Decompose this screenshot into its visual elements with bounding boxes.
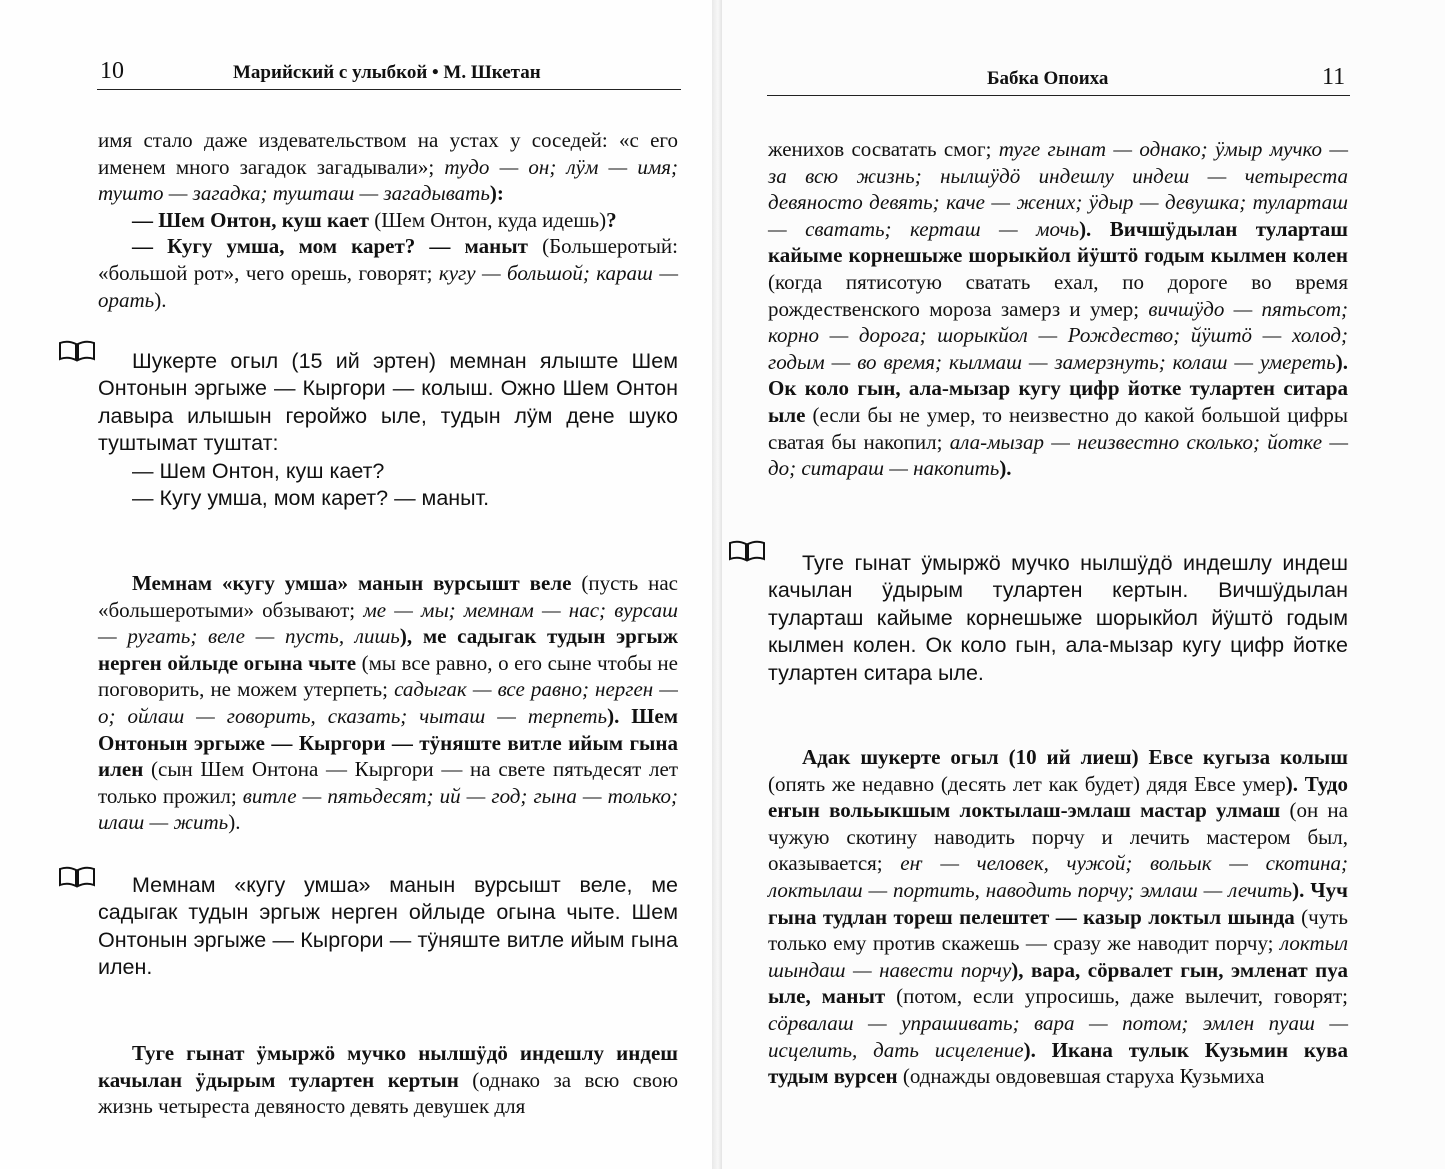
text-run: (мы все равно, о его сыне чтобы не поговорить, не можем утерпеть; [98, 650, 678, 702]
bold-phrase: ). Икана тулык Кузьмин кува тудым вурсен [768, 1037, 1349, 1089]
paragraph [98, 570, 678, 836]
bold-phrase: ). Шем Онтонын эргыже — Кыргори — тӱняште витле ийым гына илен [98, 703, 678, 782]
text-run: женихов сосватать смог; [768, 137, 999, 161]
running-title: Марийский с улыбкой • М. Шкетан [233, 62, 541, 83]
sample-line: — Шем Онтон, куш кает? [132, 458, 385, 483]
gloss: витле — пятьдесят; ий — год; гына — только; илаш — жить [98, 783, 679, 835]
text-run: (когда пятисотую сватать ехал, по дороге во время рождественского мороза замерз и умер; [768, 269, 1348, 321]
sample-paragraph: Мемнам «кугу умша» манын вурсышт веле, ме садыгак тудын эргыж нерген ойлыде огына чыте. Шем Онтонын эргыже — Кыргори — тӱняште витле ийым гына илен. [98, 873, 678, 980]
text-block-1 [768, 136, 1348, 482]
text-run: (потом, если упросишь, даже вылечит, говорят; [885, 984, 1348, 1009]
sample-block-2 [98, 872, 678, 982]
bold-phrase: ? [606, 207, 617, 232]
sample-paragraph: Шукерте огыл (15 ий эртен) мемнан ялыште Шем Онтонын эргыже — Кыргори — колыш. Ожно Шем Онтон лавыра илышын геройжо ыле, тудын лӱм дене шуко туштымат туштат: [98, 349, 678, 456]
bold-phrase: Туге гынат ӱмыржӧ мучко нылшӱдӧ индешлу индеш качылан ӱдырым тулартен кертын [98, 1041, 678, 1092]
sample-line: — Кугу умша, мом карет? — маныт. [132, 486, 490, 511]
gloss: садыгак — все равно; нерген — о; ойлаш — говорить, сказать; чыташ — терпеть [98, 677, 678, 728]
bold-phrase: — Кугу умша, мом карет? — маныт [132, 234, 528, 259]
book-icon [728, 540, 766, 562]
text-block-1 [98, 127, 678, 313]
bold-phrase: ). Чуч гына тудлан тореш пелештет — казыр локтыл шында [768, 877, 1348, 929]
bold-phrase: — Шем Онтон, куш кает [132, 207, 369, 232]
text-run: (если бы не умер, то неизвестно до какой большой цифры сватая бы накопил; [768, 402, 1348, 454]
text-run: (пусть нас «большеротыми» обзывают; [98, 571, 678, 622]
page-number: 11 [1322, 64, 1346, 90]
bold-phrase: Мемнам «кугу умша» манын вурсышт веле [132, 571, 572, 595]
running-title: Бабка Опоиха [987, 68, 1109, 89]
text-run: (сын Шем Онтона — Кыргори — на свете пятьдесят лет только прожил; [98, 757, 678, 808]
text-run: (Шем Онтон, куда идешь) [368, 207, 607, 232]
paragraph [768, 136, 1348, 482]
gloss: ме — мы; мемнам — нас; вурсаш — ругать; веле — пусть, лишь [98, 597, 678, 649]
book-icon [58, 340, 96, 362]
left-header [97, 58, 681, 88]
bold-phrase: ). [999, 456, 1012, 481]
left-page [0, 0, 712, 1169]
header-rule [767, 95, 1350, 96]
text-run: (однако за всю свою жизнь четыреста девяносто девять девушек для [98, 1067, 679, 1119]
text-run: ). [154, 287, 167, 312]
right-header [767, 64, 1350, 94]
text-run: ). [228, 810, 241, 835]
header-rule [97, 89, 681, 90]
paragraph [98, 233, 678, 313]
page-number: 10 [100, 58, 124, 84]
bold-phrase: ), ме садыгак тудын эргыж нерген ойлыде огына чыте [98, 624, 679, 675]
paragraph [768, 744, 1348, 1090]
gloss: туге гынат — однако; ӱмыр мучко — за всю жизнь; нылшӱдӧ индешлу индеш — четыреста девяносто девять; каче — жених; ӱдыр — девушка; туларташ — сватать; керташ — мочь [768, 137, 1349, 241]
gloss: еҥ — человек, чужой; вольык — скотина; локтылаш — портить, наводить порчу; эмлаш — лечить [768, 851, 1348, 902]
paragraph [98, 207, 678, 234]
bold-phrase: ), вара, сӧрвалет гын, эмленат пуа ыле, маныт [768, 957, 1348, 1009]
paragraph [98, 1040, 678, 1120]
gloss: кугу — большой; караш — орать [98, 260, 678, 312]
text-run: (чуть только ему против скажешь — сразу же наводит порчу; [768, 904, 1348, 956]
gloss: вичшӱдо — пятьсот; корно — дорога; шорыкйол — Рождество; йӱштӧ — холод; годым — во время; кылмаш — замерзнуть; колаш — умереть [768, 296, 1348, 374]
text-run: имя стало даже издевательством на устах у соседей: «с его именем много загадок загадывали»; [98, 128, 678, 179]
text-block-3 [98, 1040, 678, 1120]
text-run: (он на чужую скотину наводить порчу и лечить мастером был, оказывается; [768, 798, 1348, 876]
text-block-2 [98, 570, 678, 836]
book-icon [58, 866, 96, 888]
text-run: (Большеротый: «большой рот», чего орешь, говорят; [98, 234, 679, 285]
gloss: локтыл шындаш — навести порчу [768, 931, 1348, 982]
bold-phrase: Адак шукерте огыл (10 ий лиеш) Евсе кугыза колыш [802, 745, 1348, 769]
gloss: тудо — он; лӱм — имя; тушто — загадка; тушташ — загадывать [98, 154, 678, 206]
gloss: ала-мызар — неизвестно сколько; йотке — до; ситараш — накопить [768, 429, 1348, 481]
bold-phrase: ). Тудо еҥын вольыкшым локтылаш-эмлаш мастар улмаш [768, 771, 1348, 823]
sample-block-1 [98, 348, 678, 512]
text-run: (однажды овдовевшая старуха Кузьмиха [897, 1064, 1265, 1089]
book-gutter [712, 0, 722, 1169]
paragraph [98, 127, 678, 207]
sample-block-1 [768, 550, 1348, 687]
text-run: (опять же недавно (десять лет как будет) дядя Евсе умер [768, 771, 1286, 796]
sample-paragraph: Туге гынат ӱмыржӧ мучко нылшӱдӧ индешлу индеш качылан ӱдырым тулартен кертын. Вичшӱдылан тулартaш кайыме корнешыже шорыкйол йӱштӧ годым кылмен колен. Ок коло гын, ала-мызар кугу цифр йотке тулартен ситара ыле. [768, 551, 1348, 685]
bold-phrase: ): [489, 181, 504, 206]
bold-phrase: ). Вичшӱдылан тулартaш кайыме корнешыже шорыкйол йӱштӧ годым кылмен колен [768, 216, 1348, 268]
text-block-2 [768, 744, 1348, 1090]
gloss: сӧрвалаш — упрашивать; вара — потом; эмлен пуаш — исцелить, дать исцеление [768, 1010, 1348, 1062]
bold-phrase: ). Ок коло гын, ала-мызар кугу цифр йотке тулартен ситара ыле [768, 349, 1348, 427]
right-page [722, 0, 1445, 1169]
